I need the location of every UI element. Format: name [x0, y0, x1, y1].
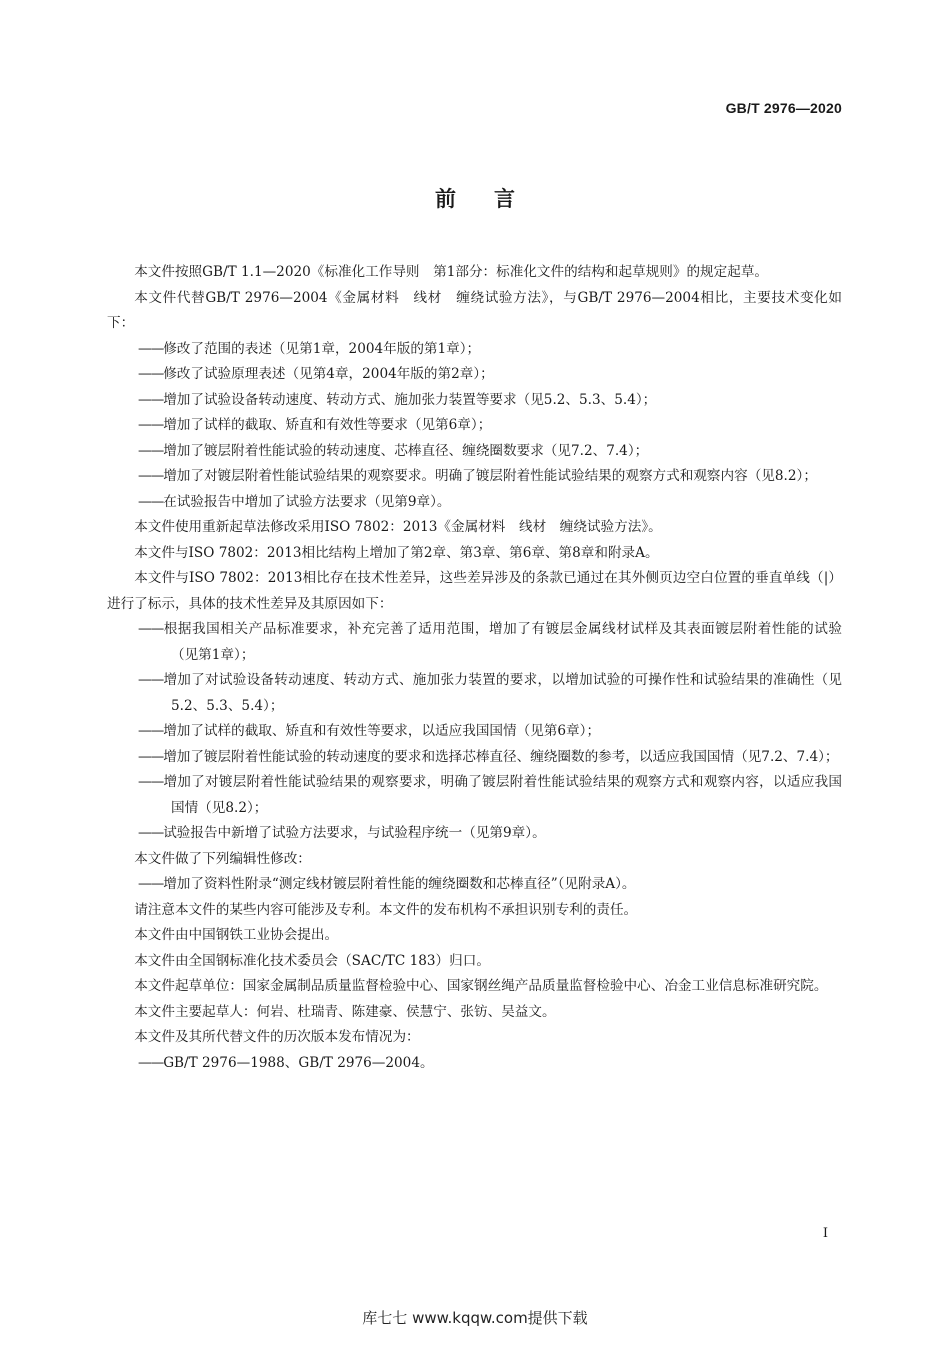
list-dash: ——	[138, 340, 164, 357]
dash-list-item	[107, 719, 842, 745]
paragraph-text: 本文件代替GB/T 2976—2004《金属材料 线材 缠绕试验方法》，与GB/T 2976—2004相比，主要技术变化如下：	[107, 289, 842, 331]
paragraph-text: 根据我国相关产品标准要求，补充完善了适用范围，增加了有镀层金属线材试样及其表面镀层附着性能的试验（见第1章）；	[163, 621, 842, 663]
list-dash: ——	[138, 493, 164, 510]
dash-list-item	[107, 668, 842, 719]
paragraph-text: 本文件与ISO 7802：2013相比结构上增加了第2章、第3章、第6章、第8章和附录A。	[134, 544, 659, 561]
list-dash: ——	[138, 1054, 164, 1071]
paragraph-text: 本文件做了下列编辑性修改：	[134, 850, 311, 867]
dash-list-item	[107, 821, 842, 847]
dash-list-item	[107, 770, 842, 821]
paragraph-text: 增加了镀层附着性能试验的转动速度的要求和选择芯棒直径、缠绕圈数的参考，以适应我国国情（见7.2、7.4）；	[163, 748, 839, 765]
paragraph	[107, 974, 842, 1000]
paragraph	[107, 515, 842, 541]
paragraph-text: 本文件主要起草人：何岩、杜瑞青、陈建豪、侯慧宁、张钫、吴益文。	[134, 1003, 556, 1020]
page-title: 前言	[435, 187, 553, 211]
dash-list-item	[107, 617, 842, 668]
list-dash: ——	[138, 723, 164, 739]
list-dash: ——	[138, 417, 164, 433]
paragraph	[107, 260, 842, 286]
paragraph	[107, 541, 842, 567]
list-dash: ——	[138, 774, 164, 790]
dash-list-item	[107, 439, 842, 465]
list-dash: ——	[138, 825, 164, 841]
paragraph	[107, 566, 842, 617]
paragraph-text: 修改了试验原理表述（见第4章，2004年版的第2章）；	[163, 366, 494, 382]
paragraph-text: 本文件起草单位：国家金属制品质量监督检验中心、国家钢丝绳产品质量监督检验中心、冶金工业信息标准研究院。	[134, 978, 828, 994]
list-dash: ——	[138, 876, 164, 892]
paragraph	[107, 286, 842, 337]
list-dash: ——	[138, 442, 164, 459]
list-dash: ——	[138, 391, 164, 408]
paragraph-text: 增加了试样的截取、矫直和有效性等要求，以适应我国国情（见第6章）；	[163, 723, 601, 739]
document-body	[107, 260, 842, 1076]
page-number: I	[822, 1226, 828, 1241]
paragraph-text: 增加了试样的截取、矫直和有效性等要求（见第6章）；	[163, 417, 492, 433]
dash-list-item	[107, 490, 842, 516]
dash-list-item	[107, 745, 842, 771]
standard-code: GB/T 2976—2020	[725, 100, 842, 116]
list-dash: ——	[138, 748, 164, 765]
paragraph	[107, 1025, 842, 1051]
dash-list-item	[107, 362, 842, 388]
list-dash: ——	[138, 621, 164, 637]
dash-list-item	[107, 464, 842, 490]
paragraph-text: 增加了对镀层附着性能试验结果的观察要求，明确了镀层附着性能试验结果的观察方式和观察内容，以适应我国国情（见8.2）；	[163, 774, 842, 816]
paragraph-text: 增加了对试验设备转动速度、转动方式、施加张力装置的要求，以增加试验的可操作性和试验结果的准确性（见5.2、5.3、5.4）；	[163, 672, 842, 714]
paragraph-text: 试验报告中新增了试验方法要求，与试验程序统一（见第9章）。	[163, 825, 546, 841]
dash-list-item	[107, 337, 842, 363]
paragraph-text: 修改了范围的表述（见第1章，2004年版的第1章）；	[163, 340, 481, 357]
dash-list-item	[107, 872, 842, 898]
paragraph-text: 在试验报告中增加了试验方法要求（见第9章）。	[163, 493, 451, 510]
list-dash: ——	[138, 672, 164, 688]
paragraph	[107, 847, 842, 873]
paragraph	[107, 1000, 842, 1026]
paragraph-text: 增加了试验设备转动速度、转动方式、施加张力装置等要求（见5.2、5.3、5.4）；	[163, 391, 657, 408]
paragraph	[107, 923, 842, 949]
paragraph-text: GB/T 2976—1988、GB/T 2976—2004。	[163, 1054, 434, 1071]
paragraph	[107, 949, 842, 975]
paragraph-text: 增加了对镀层附着性能试验结果的观察要求。明确了镀层附着性能试验结果的观察方式和观察内容（见8.2）；	[163, 468, 817, 484]
paragraph-text: 本文件由全国钢标准化技术委员会（SAC/TC 183）归口。	[134, 952, 490, 969]
dash-list-item	[107, 413, 842, 439]
paragraph-text: 本文件按照GB/T 1.1—2020《标准化工作导则 第1部分：标准化文件的结构和起草规则》的规定起草。	[134, 264, 769, 280]
paragraph-text: 请注意本文件的某些内容可能涉及专利。本文件的发布机构不承担识别专利的责任。	[134, 901, 638, 918]
dash-list-item	[107, 388, 842, 414]
paragraph	[107, 898, 842, 924]
paragraph-text: 本文件使用重新起草法修改采用ISO 7802：2013《金属材料 线材 缠绕试验方法》。	[134, 519, 662, 535]
list-dash: ——	[138, 468, 164, 484]
list-dash: ——	[138, 366, 164, 382]
download-footer: 库七七 www.kqqw.com提供下载	[362, 1309, 588, 1327]
paragraph-text: 本文件与ISO 7802：2013相比存在技术性差异，这些差异涉及的条款已通过在其外侧页边空白位置的垂直单线（|）进行了标示，具体的技术性差异及其原因如下：	[107, 570, 842, 612]
paragraph-text: 增加了镀层附着性能试验的转动速度、芯棒直径、缠绕圈数要求（见7.2、7.4）；	[163, 442, 649, 459]
paragraph-text: 增加了资料性附录“测定线材镀层附着性能的缠绕圈数和芯棒直径”（见附录A）。	[163, 876, 636, 892]
paragraph-text: 本文件由中国钢铁工业协会提出。	[134, 927, 339, 943]
dash-list-item	[107, 1051, 842, 1077]
paragraph-text: 本文件及其所代替文件的历次版本发布情况为：	[134, 1029, 420, 1045]
